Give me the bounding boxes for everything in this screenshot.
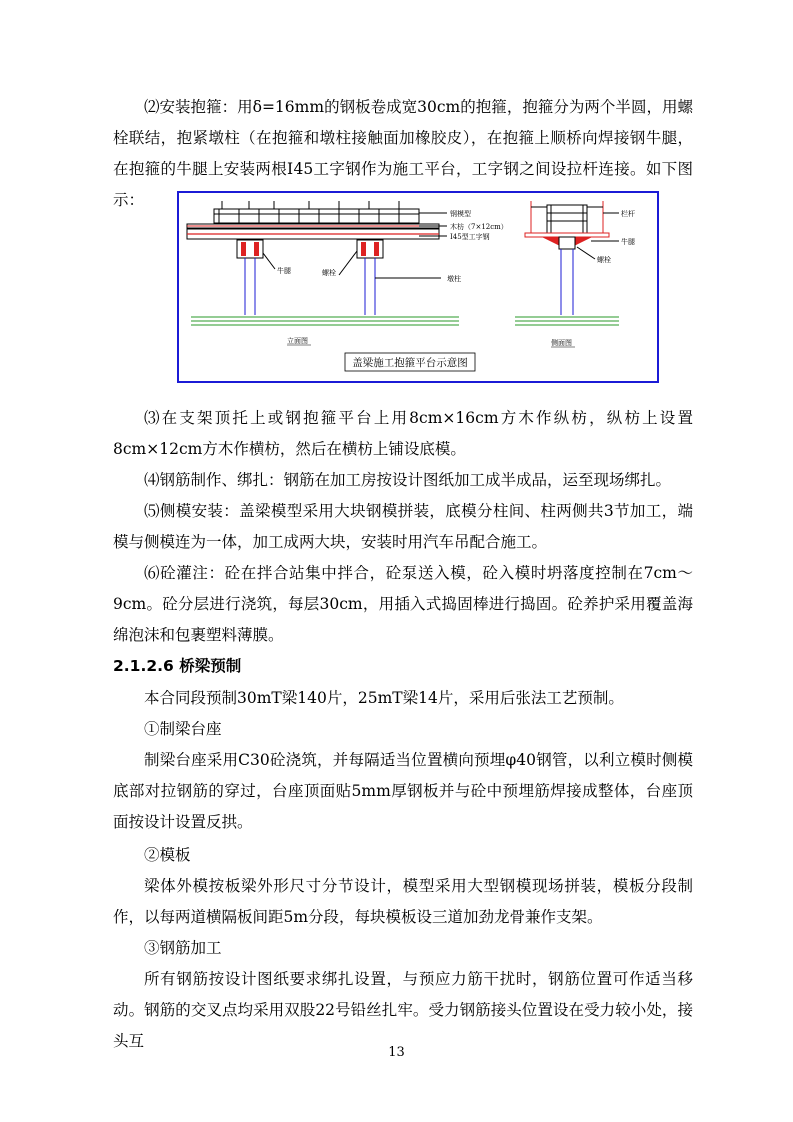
label-pier: 墩柱 xyxy=(447,275,461,283)
label-bolt-side: 螺栓 xyxy=(597,256,611,264)
paragraph-rebar-processing: 所有钢筋按设计图纸要求绑扎设置，与预应力筋干扰时，钢筋位置可作适当移动。钢筋的交叉点均采用双股22号铅丝扎牢。受力钢筋接头位置设在受力较小处，接头互 xyxy=(113,970,693,1050)
paragraph-install-hoop: ⑵安装抱箍：用δ=16mm的钢板卷成宽30cm的抱箍，抱箍分为两个半圆，用螺栓联结，抱紧墩柱（在抱箍和墩柱接触面加橡胶皮），在抱箍上顺桥向焊接钢牛腿，在抱箍的牛腿上安装两根Ⅰ45工字钢作为施工平台，工字钢之间设拉杆连接。如下图示： xyxy=(113,98,693,209)
label-corbel-side: 牛腿 xyxy=(621,238,635,246)
hoop-right xyxy=(357,240,383,258)
label-wood-beam: 木枋（7×12cm） xyxy=(450,223,508,231)
paragraph-formwork: 梁体外模按板梁外形尺寸分节设计，模型采用大型钢模现场拼装，模板分段制作，以每两道横隔板间距5m分段，每块模板设三道加劲龙骨兼作支架。 xyxy=(113,877,693,926)
elevation-view xyxy=(187,201,459,325)
subheading-rebar: ③钢筋加工 xyxy=(144,939,222,957)
paragraph-bed: 制梁台座采用C30砼浇筑，并每隔适当位置横向预埋φ40钢管，以利立模时侧模底部对拉钢筋的穿过，台座顶面贴5mm厚钢板并与砼中预埋筋焊接成整体，台座顶面按设计设置反拱。 xyxy=(113,751,693,831)
paragraph-wood-beams: ⑶在支架顶托上或钢抱箍平台上用8cm×16cm方木作纵枋，纵枋上设置8cm×12cm方木作横枋，然后在横枋上铺设底模。 xyxy=(113,409,693,458)
paragraph-contract: 本合同段预制30mT梁140片，25mT梁14片，采用后张法工艺预制。 xyxy=(144,689,624,707)
hoop-left xyxy=(237,240,263,258)
subheading-bed: ①制梁台座 xyxy=(144,720,222,738)
label-steel-form: 钢模型 xyxy=(450,210,471,218)
page-number: 13 xyxy=(388,1045,405,1060)
subheading-formwork: ②模板 xyxy=(144,846,191,864)
label-side-view: 侧面图 xyxy=(551,339,572,347)
side-labels xyxy=(551,209,635,347)
hoop-platform-diagram xyxy=(179,193,657,381)
paragraph-concrete: ⑹砼灌注：砼在拌合站集中拌合，砼泵送入模，砼入模时坍落度控制在7cm～9cm。砼分层进行浇筑，每层30cm，用插入式捣固棒进行捣固。砼养护采用覆盖海绵泡沫和包裹塑料薄膜。 xyxy=(113,564,693,644)
paragraph-side-form: ⑸侧模安装：盖梁模型采用大块钢模拼装，底模分柱间、柱两侧共3节加工，端模与侧模连为一体，加工成两大块，安装时用汽车吊配合施工。 xyxy=(113,502,693,551)
side-steel-form xyxy=(547,205,587,233)
figure-hoop-platform xyxy=(177,191,659,383)
figure-caption: 盖梁施工抱箍平台示意图 xyxy=(352,357,468,369)
label-i-beam: I45型工字钢 xyxy=(450,233,490,241)
paragraph-rebar: ⑷钢筋制作、绑扎：钢筋在加工房按设计图纸加工成半成品，运至现场绑扎。 xyxy=(144,471,672,489)
label-corbel: 牛腿 xyxy=(277,267,291,275)
label-bolt: 螺栓 xyxy=(322,269,336,277)
steel-form-shape xyxy=(214,209,419,223)
label-railing: 栏杆 xyxy=(621,210,635,218)
label-elevation: 立面图 xyxy=(287,337,308,345)
section-heading: 2.1.2.6 桥梁预制 xyxy=(113,657,242,675)
